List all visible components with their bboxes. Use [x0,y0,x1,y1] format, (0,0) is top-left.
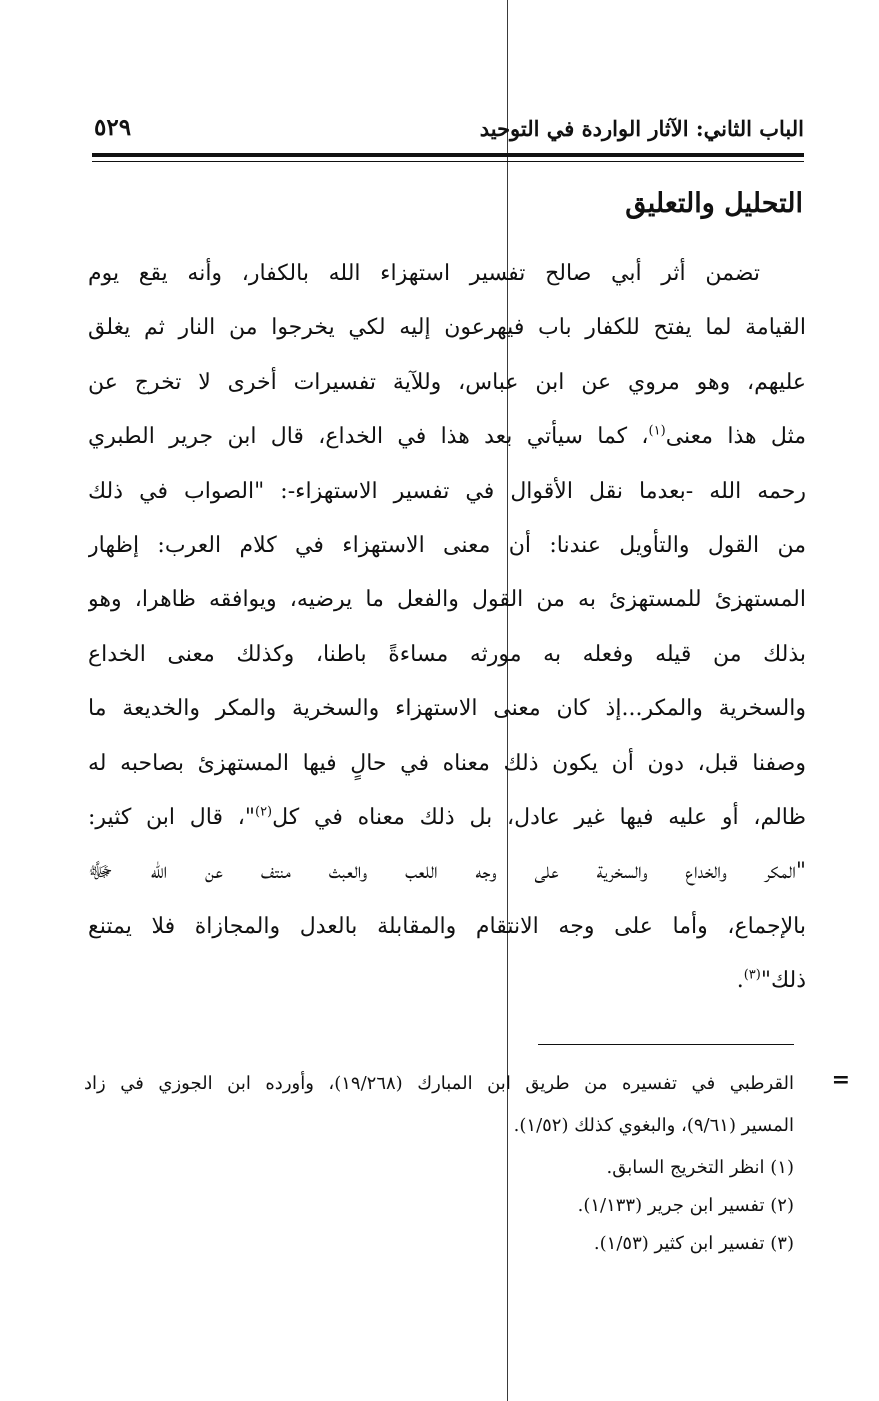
continuation-mark: = [831,1067,850,1093]
header-rule-thin [92,161,804,162]
body-line [88,791,806,845]
footnotes [84,1065,850,1263]
footnote-ref-1[interactable]: (١) [648,423,666,439]
body-line-end: "، قال ابن كثير: [88,804,255,830]
body-line: والسخرية والمكر...إذ كان معنى الاستهزاء والسخرية والمكر والخديعة ما [88,696,806,722]
footnote-divider [538,1044,794,1045]
body-line: من القول والتأويل عندنا: أن معنى الاستهزاء في كلام العرب: إظهار [88,532,806,558]
footnote-1: (١) انظر التخريج السابق. [606,1157,794,1178]
header-rule-thick [92,153,804,157]
body-line: رحمه الله -بعدما نقل الأقوال في تفسير الاستهزاء-: "الصواب في ذلك [88,478,806,504]
body-line-end: ، كما سيأتي بعد هذا في الخداع، قال ابن جرير الطبري [88,424,649,450]
footnote-2: (٢) تفسير ابن جرير (١/١٣٣). [577,1195,794,1216]
running-title: الباب الثاني: الآثار الواردة في التوحيد [479,116,804,141]
body-line: تضمن أثر أبي صالح تفسير استهزاء الله بالكفار، وأنه يقع يوم [88,261,760,286]
body-line-end: . [736,968,744,994]
footnote-ref-3[interactable]: (٣) [743,967,761,983]
body-line-start: ظالم، أو عليه فيها غير عادل، بل ذلك معناه في كل [272,804,806,830]
footnote-continuation-line: المسير (٩/٦١)، والبغوي كذلك (١/٥٢). [513,1115,794,1136]
page-number: ٥٢٩ [94,114,132,141]
body-line: المستهزئ للمستهزئ به من القول والفعل ما يرضيه، ويوافقه ظاهرا، وهو [88,587,806,613]
body-line: بذلك من قيله وفعله به مورثه مساءةً باطنا، وكذلك معنى الخداع [88,641,806,667]
body-line: بالإجماع، وأما على وجه الانتقام والمقابلة بالعدل والمجازاة فلا يمتنع [88,913,806,939]
section-heading: التحليل والتعليق [625,188,803,219]
body-line: عليهم، وهو مروي عن ابن عباس، وللآية تفسيرات أخرى لا تخرج عن [88,369,806,395]
body-line-start: مثل هذا معنى [665,424,806,450]
footnote-3: (٣) تفسير ابن كثير (١/٥٣). [593,1233,794,1254]
body-line [88,954,806,1008]
body-line: القيامة لما يفتح للكفار باب فيهرعون إليه لكي يخرجوا من النار ثم يغلق [88,315,806,341]
body-text [88,247,806,1008]
body-line: وصفنا قبل، دون أن يكون ذلك معناه في حالٍ فيها المستهزئ بصاحبه له [88,750,806,776]
footnote-continuation-line: القرطبي في تفسيره من طريق ابن المبارك (١٩/٢٦٨)، وأورده ابن الجوزي في زاد [84,1073,794,1094]
body-line: "المكر والخداع والسخرية على وجه اللعب والعبث منتف عن الله ﷻ [88,859,806,885]
footnote-ref-2[interactable]: (٢) [254,804,273,820]
page-header [92,112,804,152]
body-line [88,410,806,464]
body-line-start: ذلك" [760,968,806,994]
